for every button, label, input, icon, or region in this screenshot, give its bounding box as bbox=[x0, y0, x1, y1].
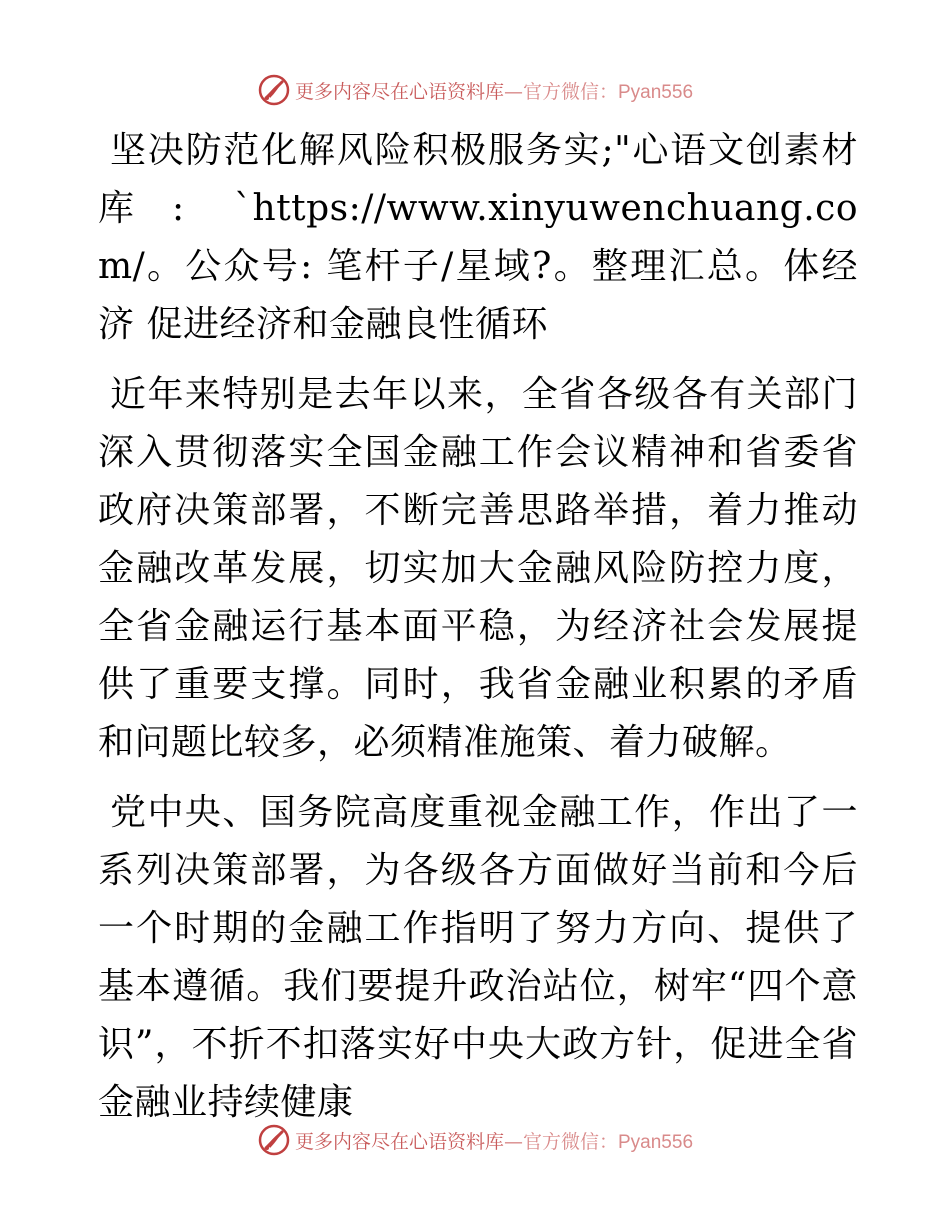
quill-logo-icon bbox=[257, 73, 291, 107]
watermark-main-text: 更多内容尽在心语资料库 bbox=[294, 1130, 504, 1153]
watermark-wechat-id: Pyan556 bbox=[618, 81, 694, 103]
quill-logo-icon bbox=[257, 1123, 291, 1157]
watermark-wechat-id: Pyan556 bbox=[618, 1131, 694, 1153]
watermark-text bbox=[295, 77, 693, 104]
watermark-text bbox=[295, 1127, 693, 1154]
paragraph-2: 近年来特别是去年以来，全省各级各有关部门深入贯彻落实全国金融工作会议精神和省委省政府决策部署，不断完善思路举措，着力推动金融改革发展，切实加大金融风险防控力度，全省金融运行基本面平稳，为经济社会发展提供了重要支撑。同时，我省金融业积累的矛盾和问题比较多，必须精准施策、着力破解。 bbox=[98, 374, 858, 763]
paragraph-1: 坚决防范化解风险积极服务实;"心语文创素材库: `https://www.xinyuwenchuang.com/。公众号: 笔杆子/星域?。整理汇总。体经济 促进经济和金融良性循环 bbox=[98, 130, 858, 345]
paragraph-3: 党中央、国务院高度重视金融工作，作出了一系列决策部署，为各级各方面做好当前和今后一个时期的金融工作指明了努力方向、提供了基本遵循。我们要提升政治站位，树牢“四个意识”，不折不扣落实好中央大政方针，促进全省金融业持续健康 bbox=[98, 792, 858, 1123]
watermark-main-text: 更多内容尽在心语资料库 bbox=[294, 80, 504, 103]
watermark-wechat-label: 官方微信： bbox=[522, 1130, 618, 1153]
header-watermark-banner bbox=[0, 70, 950, 110]
watermark-dash: — bbox=[503, 80, 523, 103]
watermark-dash: — bbox=[503, 1130, 523, 1153]
document-body bbox=[98, 122, 858, 1144]
watermark-wechat-label: 官方微信： bbox=[522, 80, 618, 103]
footer-watermark-banner bbox=[0, 1120, 950, 1160]
